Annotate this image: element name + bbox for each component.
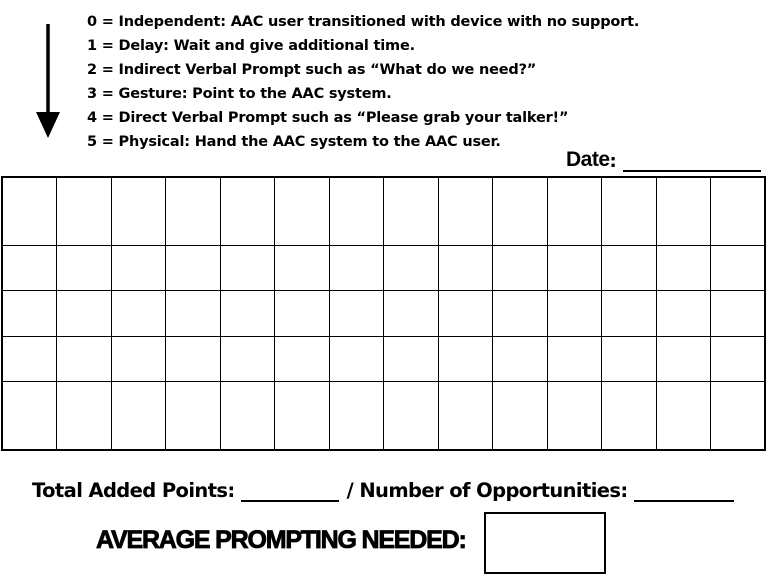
grid-cell[interactable] (220, 382, 275, 450)
opportunities-label: / Number of Opportunities: (346, 479, 628, 502)
grid-row (2, 382, 765, 450)
grid-cell[interactable] (111, 245, 166, 291)
opportunities-blank[interactable] (634, 476, 734, 502)
grid-cell[interactable] (220, 291, 275, 337)
grid-cell[interactable] (547, 245, 602, 291)
grid-cell[interactable] (711, 177, 766, 245)
grid-cell[interactable] (711, 382, 766, 450)
grid-cell[interactable] (493, 336, 548, 382)
grid-cell[interactable] (329, 382, 384, 450)
grid-cell[interactable] (329, 291, 384, 337)
grid-cell[interactable] (329, 245, 384, 291)
grid-cell[interactable] (384, 245, 439, 291)
down-arrow-icon (34, 24, 62, 140)
grid-cell[interactable] (2, 245, 57, 291)
grid-row (2, 245, 765, 291)
grid-cell[interactable] (2, 382, 57, 450)
grid-cell[interactable] (57, 382, 112, 450)
grid-cell[interactable] (602, 177, 657, 245)
average-prompting-box[interactable] (484, 512, 606, 574)
grid-cell[interactable] (656, 382, 711, 450)
grid-cell[interactable] (57, 291, 112, 337)
grid-cell[interactable] (547, 382, 602, 450)
grid-cell[interactable] (275, 177, 330, 245)
grid-cell[interactable] (166, 382, 221, 450)
grid-cell[interactable] (166, 291, 221, 337)
legend-item-1: 1 = Delay: Wait and give additional time. (87, 38, 415, 54)
grid-cell[interactable] (166, 177, 221, 245)
total-points-blank[interactable] (241, 476, 339, 502)
grid-cell[interactable] (275, 336, 330, 382)
grid-row (2, 177, 765, 245)
date-label: Date (566, 148, 610, 171)
legend-item-3: 3 = Gesture: Point to the AAC system. (87, 86, 392, 102)
grid-cell[interactable] (656, 336, 711, 382)
grid-cell[interactable] (493, 291, 548, 337)
grid-cell[interactable] (711, 336, 766, 382)
date-colon: : (609, 151, 617, 172)
grid-cell[interactable] (111, 336, 166, 382)
grid-cell[interactable] (166, 245, 221, 291)
grid-cell[interactable] (438, 382, 493, 450)
grid-cell[interactable] (602, 291, 657, 337)
date-field (566, 144, 761, 172)
prompt-level-legend (87, 10, 639, 154)
date-blank-line[interactable] (623, 148, 761, 172)
grid-cell[interactable] (220, 245, 275, 291)
grid-cell[interactable] (602, 382, 657, 450)
grid-cell[interactable] (275, 245, 330, 291)
grid-cell[interactable] (166, 336, 221, 382)
grid-cell[interactable] (438, 336, 493, 382)
grid-cell[interactable] (438, 291, 493, 337)
grid-cell[interactable] (547, 177, 602, 245)
grid-cell[interactable] (220, 177, 275, 245)
grid-cell[interactable] (57, 245, 112, 291)
grid-cell[interactable] (547, 291, 602, 337)
legend-item-2: 2 = Indirect Verbal Prompt such as “What do we need?” (87, 62, 537, 78)
grid-cell[interactable] (2, 336, 57, 382)
grid-cell[interactable] (493, 245, 548, 291)
grid-cell[interactable] (384, 336, 439, 382)
data-collection-grid (1, 176, 766, 451)
grid-cell[interactable] (57, 177, 112, 245)
total-points-label: Total Added Points: (32, 479, 235, 502)
grid-cell[interactable] (2, 177, 57, 245)
legend-item-4: 4 = Direct Verbal Prompt such as “Please grab your talker!” (87, 110, 569, 126)
grid-cell[interactable] (602, 245, 657, 291)
grid-cell[interactable] (493, 177, 548, 245)
grid-row (2, 336, 765, 382)
grid-cell[interactable] (493, 382, 548, 450)
grid-cell[interactable] (438, 177, 493, 245)
grid-cell[interactable] (384, 382, 439, 450)
grid-cell[interactable] (384, 291, 439, 337)
grid-cell[interactable] (111, 291, 166, 337)
grid-cell[interactable] (111, 382, 166, 450)
grid-cell[interactable] (656, 177, 711, 245)
grid-cell[interactable] (656, 291, 711, 337)
grid-cell[interactable] (384, 177, 439, 245)
grid-cell[interactable] (275, 382, 330, 450)
legend-item-5: 5 = Physical: Hand the AAC system to the AAC user. (87, 134, 501, 150)
grid-cell[interactable] (711, 245, 766, 291)
grid-row (2, 291, 765, 337)
grid-cell[interactable] (220, 336, 275, 382)
grid-cell[interactable] (2, 291, 57, 337)
grid-cell[interactable] (438, 245, 493, 291)
legend-item-0: 0 = Independent: AAC user transitioned with device with no support. (87, 14, 640, 30)
grid-cell[interactable] (656, 245, 711, 291)
grid-cell[interactable] (547, 336, 602, 382)
grid-cell[interactable] (329, 177, 384, 245)
grid-cell[interactable] (275, 291, 330, 337)
grid-cell[interactable] (602, 336, 657, 382)
average-prompting-label: AVERAGE PROMPTING NEEDED: (96, 526, 466, 554)
grid-cell[interactable] (711, 291, 766, 337)
grid-cell[interactable] (57, 336, 112, 382)
grid-cell[interactable] (329, 336, 384, 382)
grid-cell[interactable] (111, 177, 166, 245)
totals-line (32, 472, 734, 502)
